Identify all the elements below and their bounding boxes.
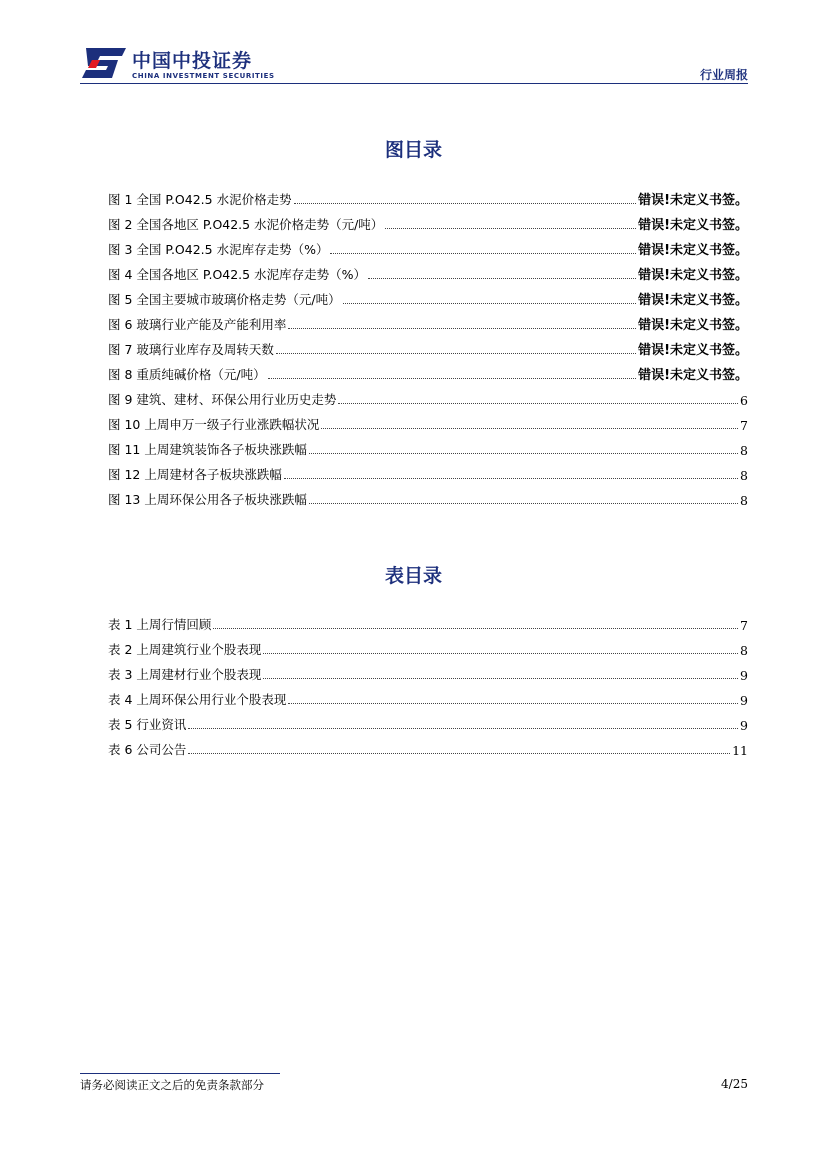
toc-entry-label: 图 7 玻璃行业库存及周转天数	[108, 342, 274, 357]
toc-entry-page: 错误!未定义书签。	[638, 218, 748, 233]
toc-entry-label: 表 1 上周行情回顾	[108, 617, 212, 632]
toc-entry-label: 图 6 玻璃行业产能及产能利用率	[108, 317, 287, 332]
toc-leader-dots	[268, 372, 636, 379]
logo-chinese-name: 中国中投证券	[132, 50, 253, 72]
figures-toc-title: 图目录	[384, 139, 442, 161]
toc-entry-page: 错误!未定义书签。	[638, 343, 748, 358]
toc-entry-page: 7	[740, 418, 748, 433]
toc-leader-dots	[188, 722, 738, 729]
toc-leader-dots	[338, 397, 738, 404]
toc-entry[interactable]	[108, 708, 748, 733]
figures-toc-list	[108, 183, 748, 508]
toc-entry[interactable]	[108, 683, 748, 708]
toc-entry-label: 表 4 上周环保公用行业个股表现	[108, 692, 287, 707]
toc-leader-dots	[343, 297, 636, 304]
toc-entry-label: 图 11 上周建筑装饰各子板块涨跌幅	[108, 442, 307, 457]
toc-leader-dots	[385, 222, 636, 229]
toc-entry[interactable]	[108, 483, 748, 508]
footer-divider	[80, 1073, 280, 1074]
toc-entry-page: 8	[740, 493, 748, 508]
toc-leader-dots	[188, 747, 730, 754]
toc-entry[interactable]	[108, 358, 748, 383]
toc-leader-dots	[294, 197, 636, 204]
document-type-label: 行业周报	[699, 68, 748, 82]
toc-leader-dots	[263, 647, 738, 654]
toc-entry[interactable]	[108, 233, 748, 258]
tables-toc-list	[108, 608, 748, 758]
toc-entry[interactable]	[108, 258, 748, 283]
toc-entry-page: 8	[740, 643, 748, 658]
toc-entry[interactable]	[108, 383, 748, 408]
toc-leader-dots	[368, 272, 636, 279]
toc-leader-dots	[330, 247, 636, 254]
toc-entry-page: 6	[740, 393, 748, 408]
toc-leader-dots	[321, 422, 738, 429]
toc-leader-dots	[263, 672, 738, 679]
toc-entry-page: 错误!未定义书签。	[638, 318, 748, 333]
toc-leader-dots	[213, 622, 738, 629]
page-header	[80, 40, 748, 84]
toc-entry[interactable]	[108, 208, 748, 233]
company-logo	[80, 44, 285, 80]
toc-entry-label: 图 5 全国主要城市玻璃价格走势（元/吨）	[108, 292, 341, 307]
toc-entry-page: 7	[740, 618, 748, 633]
toc-entry-label: 图 3 全国 P.O42.5 水泥库存走势（%）	[108, 242, 329, 257]
toc-entry-label: 表 6 公司公告	[108, 742, 187, 757]
toc-entry-page: 9	[740, 718, 748, 733]
toc-entry[interactable]	[108, 183, 748, 208]
toc-leader-dots	[288, 697, 738, 704]
toc-entry-label: 图 9 建筑、建材、环保公用行业历史走势	[108, 392, 337, 407]
page-number: 4/25	[721, 1077, 748, 1091]
toc-entry-page: 错误!未定义书签。	[638, 193, 748, 208]
toc-entry-label: 图 10 上周申万一级子行业涨跌幅状况	[108, 417, 320, 432]
toc-entry[interactable]	[108, 433, 748, 458]
toc-entry-label: 表 3 上周建材行业个股表现	[108, 667, 262, 682]
toc-leader-dots	[284, 472, 738, 479]
footer-disclaimer: 请务必阅读正文之后的免责条款部分	[80, 1078, 264, 1092]
toc-entry-label: 图 8 重质纯碱价格（元/吨）	[108, 367, 266, 382]
logo-english-name: CHINA INVESTMENT SECURITIES	[132, 72, 275, 80]
toc-leader-dots	[276, 347, 636, 354]
toc-leader-dots	[309, 447, 738, 454]
toc-entry-label: 图 4 全国各地区 P.O42.5 水泥库存走势（%）	[108, 267, 366, 282]
header-divider	[80, 83, 748, 84]
toc-entry[interactable]	[108, 633, 748, 658]
toc-entry-page: 11	[732, 743, 748, 758]
toc-entry-page: 8	[740, 468, 748, 483]
toc-entry[interactable]	[108, 733, 748, 758]
cjis-s-logo-icon	[80, 46, 128, 80]
toc-entry-label: 图 2 全国各地区 P.O42.5 水泥价格走势（元/吨）	[108, 217, 384, 232]
toc-entry[interactable]	[108, 458, 748, 483]
toc-entry[interactable]	[108, 408, 748, 433]
tables-toc-title: 表目录	[384, 565, 442, 587]
toc-entry[interactable]	[108, 308, 748, 333]
toc-leader-dots	[309, 497, 738, 504]
toc-entry-page: 9	[740, 668, 748, 683]
toc-entry-label: 表 5 行业资讯	[108, 717, 187, 732]
toc-entry[interactable]	[108, 283, 748, 308]
toc-entry[interactable]	[108, 333, 748, 358]
toc-leader-dots	[288, 322, 636, 329]
toc-entry-label: 图 13 上周环保公用各子板块涨跌幅	[108, 492, 307, 507]
toc-entry-page: 9	[740, 693, 748, 708]
toc-entry[interactable]	[108, 608, 748, 633]
toc-entry-page: 错误!未定义书签。	[638, 243, 748, 258]
toc-entry-label: 图 1 全国 P.O42.5 水泥价格走势	[108, 192, 292, 207]
toc-entry-page: 8	[740, 443, 748, 458]
toc-entry-page: 错误!未定义书签。	[638, 368, 748, 383]
toc-entry-label: 图 12 上周建材各子板块涨跌幅	[108, 467, 282, 482]
toc-entry-page: 错误!未定义书签。	[638, 268, 748, 283]
toc-entry-page: 错误!未定义书签。	[638, 293, 748, 308]
toc-entry[interactable]	[108, 658, 748, 683]
toc-entry-label: 表 2 上周建筑行业个股表现	[108, 642, 262, 657]
